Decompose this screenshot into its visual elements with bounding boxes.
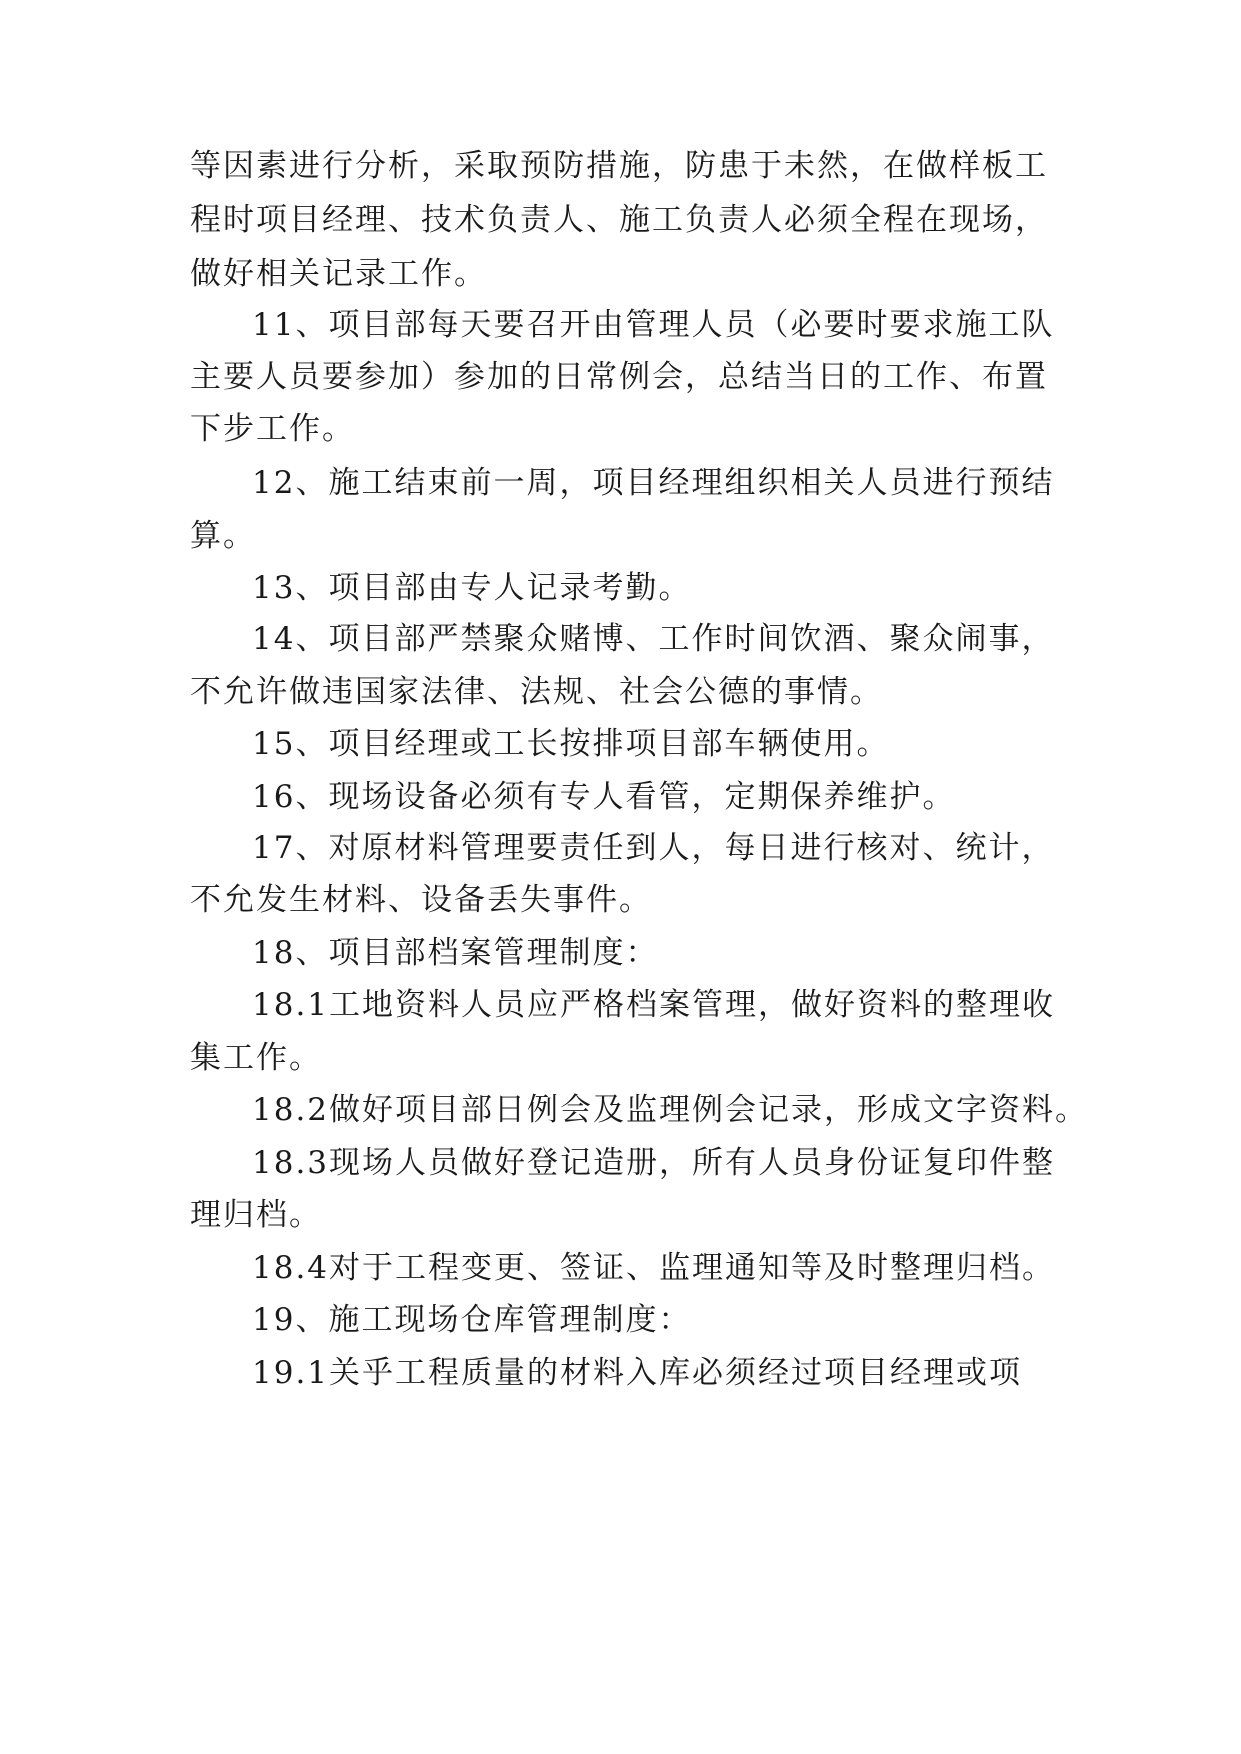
text-line-5: 主要人员要参加）参加的日常例会，总结当日的工作、布置 [190, 359, 1048, 395]
text-line-7: 12、施工结束前一周，项目经理组织相关人员进行预结 [252, 465, 1055, 501]
text-line-21: 理归档。 [190, 1197, 322, 1233]
text-line-23: 19、施工现场仓库管理制度： [252, 1302, 692, 1338]
text-line-19: 18.2做好项目部日例会及监理例会记录，形成文字资料。 [252, 1092, 1089, 1128]
text-line-13: 16、现场设备必须有专人看管，定期保养维护。 [252, 779, 956, 815]
text-line-17: 18.1工地资料人员应严格档案管理，做好资料的整理收 [252, 987, 1056, 1023]
text-line-24: 19.1关乎工程质量的材料入库必须经过项目经理或项 [252, 1355, 1023, 1391]
text-line-8: 算。 [190, 518, 256, 554]
text-line-1: 等因素进行分析，采取预防措施，防患于未然，在做样板工 [190, 148, 1048, 184]
text-line-18: 集工作。 [190, 1040, 322, 1076]
text-line-6: 下步工作。 [190, 411, 355, 447]
text-line-15: 不允发生材料、设备丢失事件。 [190, 882, 652, 918]
text-line-4: 11、项目部每天要召开由管理人员（必要时要求施工队 [252, 307, 1055, 343]
text-line-9: 13、项目部由专人记录考勤。 [252, 570, 692, 606]
text-line-11: 不允许做违国家法律、法规、社会公德的事情。 [190, 674, 883, 710]
text-line-22: 18.4对于工程变更、签证、监理通知等及时整理归档。 [252, 1250, 1056, 1286]
text-line-2: 程时项目经理、技术负责人、施工负责人必须全程在现场， [190, 202, 1048, 238]
text-line-14: 17、对原材料管理要责任到人，每日进行核对、统计， [252, 830, 1055, 866]
text-line-12: 15、项目经理或工长按排项目部车辆使用。 [252, 726, 890, 762]
text-line-10: 14、项目部严禁聚众赌博、工作时间饮酒、聚众闹事， [252, 621, 1055, 657]
text-line-3: 做好相关记录工作。 [190, 256, 487, 292]
text-line-16: 18、项目部档案管理制度： [252, 935, 659, 971]
text-line-20: 18.3现场人员做好登记造册，所有人员身份证复印件整 [252, 1145, 1056, 1181]
